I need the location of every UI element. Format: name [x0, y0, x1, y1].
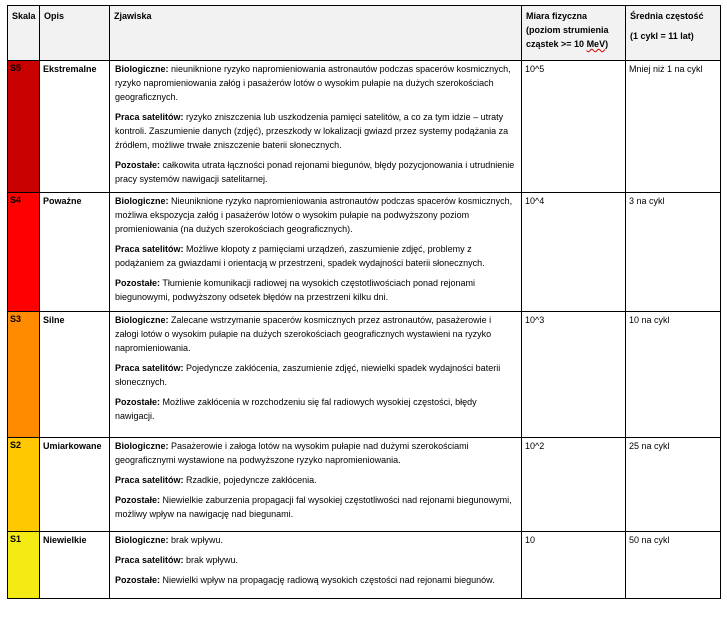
solar-radiation-scale-table: [7, 5, 721, 599]
header-measure-line1: Miara fizyczna: [526, 11, 588, 21]
effects-cell: [110, 193, 522, 312]
biological-effect: Biologiczne: nieuniknione ryzyko napromieniowania astronautów podczas spacerów kosmicznych, ryzyko napromieniowania załóg i pasażerów lotów o wysokim pułapie na dużych szerokościach geograficznych.: [115, 64, 511, 102]
measure-cell: [522, 532, 626, 599]
satellite-effect: Praca satelitów: Rzadkie, pojedyncze zakłócenia.: [115, 475, 317, 485]
scale-label: S1: [10, 534, 22, 544]
header-effects: Zjawiska: [110, 6, 522, 61]
effects-cell: [110, 312, 522, 438]
measure-value: 10^5: [525, 64, 545, 74]
header-frequency-line1: Średnia częstość: [630, 11, 704, 21]
header-row: [8, 6, 721, 61]
frequency-value: Mniej niż 1 na cykl: [629, 64, 703, 74]
description-cell: [40, 312, 110, 438]
table-wrapper: [7, 5, 720, 599]
frequency-cell: [626, 312, 721, 438]
description-label: Poważne: [43, 196, 82, 206]
scale-label: S5: [10, 63, 22, 73]
table-row-s2: [8, 438, 721, 532]
frequency-value: 10 na cykl: [629, 315, 670, 325]
frequency-cell: [626, 438, 721, 532]
description-label: Umiarkowane: [43, 441, 102, 451]
header-measure-line2: (poziom strumienia: [526, 25, 609, 35]
measure-cell: [522, 61, 626, 193]
satellite-effect: Praca satelitów: Możliwe kłopoty z pamięciami urządzeń, zaszumienie zdjęć, problemy z podążaniem za gwiazdami i orientacją w przestrzeni, spadek wydajności baterii słonecznych.: [115, 244, 485, 268]
scale-cell: [8, 532, 40, 599]
other-effect: Pozostałe: Niewielkie zaburzenia propagacji fal wysokiej częstotliwości nad rejonami biegunowymi, możliwy wpływ na nawigację nad biegunami.: [115, 495, 512, 519]
header-scale: Skala: [8, 6, 40, 61]
measure-cell: [522, 438, 626, 532]
scale-cell: [8, 193, 40, 312]
measure-value: 10^4: [525, 196, 545, 206]
description-cell: [40, 438, 110, 532]
description-label: Ekstremalne: [43, 64, 97, 74]
scale-label: S2: [10, 440, 22, 450]
other-effect: Pozostałe: Tłumienie komunikacji radiowej na wysokich częstotliwościach ponad rejonami biegunowymi, podwyższony odsetek błędów na przestrzeni kilku dni.: [115, 278, 475, 302]
frequency-cell: [626, 61, 721, 193]
frequency-cell: [626, 193, 721, 312]
table-row-s5: [8, 61, 721, 193]
satellite-effect: Praca satelitów: Pojedyncze zakłócenia, zaszumienie zdjęć, niewielki spadek wydajności baterii słonecznych.: [115, 363, 501, 387]
biological-effect: Biologiczne: Pasażerowie i załoga lotów na wysokim pułapie nad dużymi szerokościami geograficznymi wystawione na podwyższone ryzyko napromieniowania.: [115, 441, 469, 465]
scale-cell: [8, 61, 40, 193]
other-effect: Pozostałe: całkowita utrata łączności ponad rejonami biegunów, błędy pozycjonowania i utrudnienie pracy systemów nawigacji satelitarnej.: [115, 160, 515, 184]
measure-cell: [522, 312, 626, 438]
header-measure-unit: MeV: [586, 39, 606, 49]
description-label: Niewielkie: [43, 535, 87, 545]
effects-cell: [110, 532, 522, 599]
frequency-value: 25 na cykl: [629, 441, 670, 451]
effects-cell: [110, 61, 522, 193]
scale-cell: [8, 312, 40, 438]
measure-cell: [522, 193, 626, 312]
description-cell: [40, 532, 110, 599]
description-label: Silne: [43, 315, 65, 325]
header-measure-line3: cząstek >= 10 MeV): [526, 39, 609, 49]
biological-effect: Biologiczne: Zalecane wstrzymanie spacerów kosmicznych przez astronautów, pasażerowie i załogi lotów o wysokim pułapie na dużych szerokościach geograficznych wystawieni na ryzyko napromieniowania.: [115, 315, 492, 353]
biological-effect: Biologiczne: brak wpływu.: [115, 535, 224, 545]
effects-cell: [110, 438, 522, 532]
other-effect: Pozostałe: Niewielki wpływ na propagację radiową wysokich częstości nad rejonami biegunów.: [115, 575, 495, 585]
measure-value: 10^2: [525, 441, 545, 451]
measure-value: 10^3: [525, 315, 545, 325]
frequency-value: 50 na cykl: [629, 535, 670, 545]
header-avg-frequency: [626, 6, 721, 61]
table-row-s1: [8, 532, 721, 599]
other-effect: Pozostałe: Możliwe zakłócenia w rozchodzeniu się fal radiowych wysokiej częstości, błędy nawigacji.: [115, 397, 477, 421]
scale-cell: [8, 438, 40, 532]
frequency-value: 3 na cykl: [629, 196, 665, 206]
satellite-effect: Praca satelitów: ryzyko zniszczenia lub uszkodzenia pamięci satelitów, a co za tym idzie – utraty kontroli. Zaszumienie danych (zdjęć), przeszkody w lokalizacji gwiazd przez systemy podążania za źródłem, możliwe trwałe zniszczenie baterii słonecznych.: [115, 112, 509, 150]
description-cell: [40, 193, 110, 312]
measure-value: 10: [525, 535, 536, 545]
biological-effect: Biologiczne: Nieuniknione ryzyko napromieniowania astronautów podczas spacerów kosmicznych, możliwa ekspozycja załóg i pasażerów lotów o wysokim pułapie na podwyższony poziom promieniowania (na dużych szerokościach geograficznych).: [115, 196, 513, 234]
header-frequency-line2: (1 cykl = 11 lat): [630, 31, 694, 41]
description-cell: [40, 61, 110, 193]
scale-label: S3: [10, 314, 22, 324]
table-row-s4: [8, 193, 721, 312]
satellite-effect: Praca satelitów: brak wpływu.: [115, 555, 239, 565]
frequency-cell: [626, 532, 721, 599]
table-row-s3: [8, 312, 721, 438]
header-physical-measure: [522, 6, 626, 61]
scale-label: S4: [10, 195, 22, 205]
header-description: Opis: [40, 6, 110, 61]
